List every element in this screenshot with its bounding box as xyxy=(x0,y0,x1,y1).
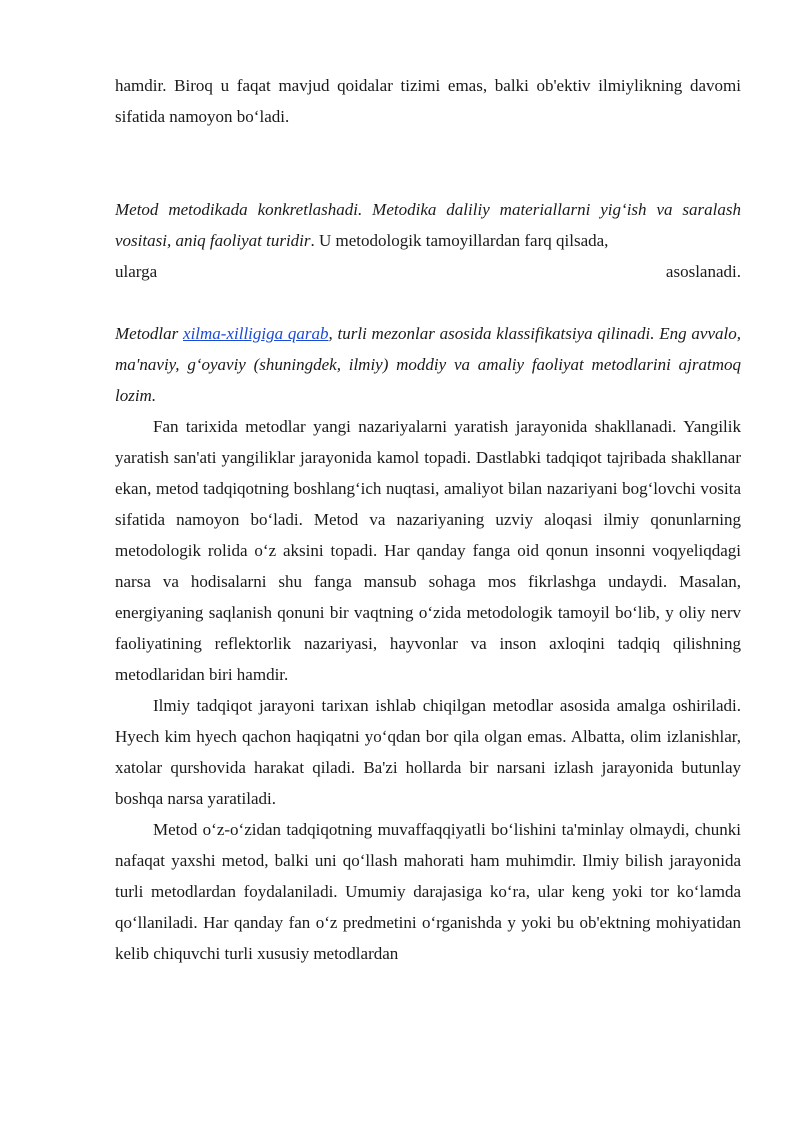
spacer xyxy=(115,287,741,318)
paragraph-2-regular: . U metodologik tamoyillardan farq qilsada, xyxy=(310,231,609,250)
paragraph-2-last-left: ularga xyxy=(115,262,158,281)
paragraph-3-after: , turli mezonlar asosida klassifikatsiya qilinadi. Eng avvalo, ma'naviy, g‘oyaviy (shuningdek, ilmiy) moddiy va amaliy faoliyat metodlarini ajratmoq lozim. xyxy=(115,324,741,405)
paragraph-2-last-right: asoslanadi. xyxy=(665,262,741,281)
document-page xyxy=(115,70,741,969)
paragraph-1: hamdir. Biroq u faqat mavjud qoidalar tizimi emas, balki ob'ektiv ilmiylikning davomi sifatida namoyon bo‘ladi. xyxy=(115,76,741,126)
paragraph-3 xyxy=(115,318,741,411)
paragraph-6: Metod o‘z-o‘zidan tadqiqotning muvaffaqqiyatli bo‘lishini ta'minlay olmaydi, chunki nafaqat yaxshi metod, balki uni qo‘llash mahorati ham muhimdir. Ilmiy bilish jarayonida turli metodlardan foydalaniladi. Umumiy darajasiga ko‘ra, ular keng yoki tor ko‘lamda qo‘llaniladi. Har qanday fan o‘z predmetini o‘rganishda y yoki bu ob'ektning mohiyatidan kelib chiquvchi turli xususiy metodlardan xyxy=(115,820,741,963)
xilma-xilligiga-link[interactable]: xilma-xilligiga qarab xyxy=(183,324,329,343)
spacer xyxy=(115,132,741,194)
paragraph-5: Ilmiy tadqiqot jarayoni tarixan ishlab chiqilgan metodlar asosida amalga oshiriladi. Hyech kim hyech qachon haqiqatni yo‘qdan bor qila olgan emas. Albatta, olim izlanishlar, xatolar qurshovida harakat qiladi. Ba'zi hollarda bir narsani izlash jarayonida butunlay boshqa narsa yaratiladi. xyxy=(115,696,741,808)
paragraph-4: Fan tarixida metodlar yangi nazariyalarni yaratish jarayonida shakllanadi. Yangilik yaratish san'ati yangiliklar jarayonida kamol topadi. Dastlabki tadqiqot tajribada shakllanar ekan, metod tadqiqotning boshlang‘ich nuqtasi, amaliyot bilan nazariyani bog‘lovchi vosita sifatida namoyon bo‘ladi. Metod va nazariyaning uzviy aloqasi ilmiy qonunlarning metodologik rolida o‘z aksini topadi. Har qanday fanga oid qonun insonni voqyeliqdagi narsa va hodisalarni shu fanga mansub sohaga mos fikrlashga undaydi. Masalan, energiyaning saqlanish qonuni bir vaqtning o‘zida metodologik tamoyil bo‘lib, y oliy nerv faoliyatining reflektorlik nazariyasi, hayvonlar va inson axloqini tadqiq qilishning metodlaridan biri hamdir. xyxy=(115,417,741,684)
paragraph-2 xyxy=(115,194,741,287)
paragraph-3-before: Metodlar xyxy=(115,324,184,343)
paragraph-2-italic: Metod metodikada konkretlashadi. Metodika daliliy materiallarni yig‘ish va saralash vositasi, aniq faoliyat turidir xyxy=(115,200,741,250)
